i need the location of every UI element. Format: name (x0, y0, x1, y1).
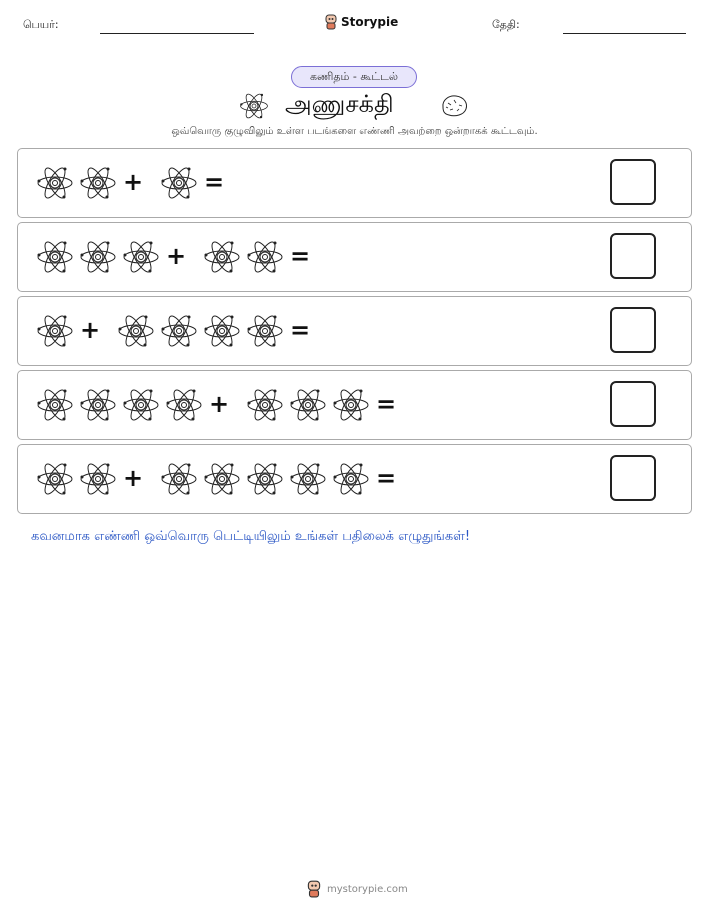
footer-url[interactable]: mystorypie.com (327, 883, 408, 895)
plus-sign: + (123, 464, 144, 492)
atom-icon (117, 313, 155, 349)
plus-sign: + (209, 390, 230, 418)
atom-icon (246, 387, 284, 423)
plus-sign: + (123, 168, 144, 196)
atom-icon (79, 239, 117, 275)
plus-sign: + (166, 242, 187, 270)
page-title: அணுசக்தி (285, 90, 394, 118)
atom-icon (246, 239, 284, 275)
problem-row (17, 444, 692, 514)
subject-badge: கணிதம் - கூட்டல் (291, 66, 417, 88)
worksheet-header (0, 14, 709, 38)
atom-icon (79, 461, 117, 497)
atom-icon (36, 239, 74, 275)
name-field[interactable] (100, 33, 254, 34)
atom-icon (79, 387, 117, 423)
problem-row (17, 296, 692, 366)
problem-row (17, 222, 692, 292)
instructions: ஒவ்வொரு குழுவிலும் உள்ள படங்களை எண்ணி அவற்றை ஒன்றாகக் கூட்டவும். (171, 126, 538, 137)
tip-text: கவனமாக எண்ணி ஒவ்வொரு பெட்டியிலும் உங்கள் பதிலைக் எழுதுங்கள்! (31, 529, 471, 544)
plus-sign: + (80, 316, 101, 344)
footer (306, 880, 408, 898)
problem-row (17, 148, 692, 218)
atom-icon (160, 313, 198, 349)
brand-logo (324, 14, 398, 30)
storypie-mascot-icon (306, 880, 322, 898)
atom-icon (246, 313, 284, 349)
equals-sign: = (290, 242, 311, 270)
date-field[interactable] (563, 33, 686, 34)
atom-icon (36, 461, 74, 497)
rock-icon (439, 93, 469, 119)
atom-icon (332, 461, 370, 497)
answer-box[interactable] (610, 159, 656, 205)
atom-icon (289, 387, 327, 423)
atom-icon (36, 387, 74, 423)
atom-icon (203, 461, 241, 497)
atom-icon (36, 165, 74, 201)
atom-icon (36, 313, 74, 349)
equals-sign: = (376, 390, 397, 418)
atom-icon (289, 461, 327, 497)
atom-icon (160, 165, 198, 201)
answer-box[interactable] (610, 381, 656, 427)
name-label: பெயர்: (23, 18, 59, 31)
atom-icon (122, 239, 160, 275)
equals-sign: = (290, 316, 311, 344)
equals-sign: = (376, 464, 397, 492)
equals-sign: = (204, 168, 225, 196)
answer-box[interactable] (610, 455, 656, 501)
brand-name: Storypie (341, 15, 399, 29)
atom-icon (203, 313, 241, 349)
atom-icon (122, 387, 160, 423)
problem-row (17, 370, 692, 440)
date-label: தேதி: (492, 18, 520, 31)
atom-icon (203, 239, 241, 275)
answer-box[interactable] (610, 307, 656, 353)
atom-icon (160, 461, 198, 497)
storypie-mascot-icon (324, 14, 338, 30)
atom-icon (165, 387, 203, 423)
atom-icon (239, 91, 269, 121)
atom-icon (246, 461, 284, 497)
title-row (0, 88, 709, 124)
answer-box[interactable] (610, 233, 656, 279)
atom-icon (79, 165, 117, 201)
atom-icon (332, 387, 370, 423)
